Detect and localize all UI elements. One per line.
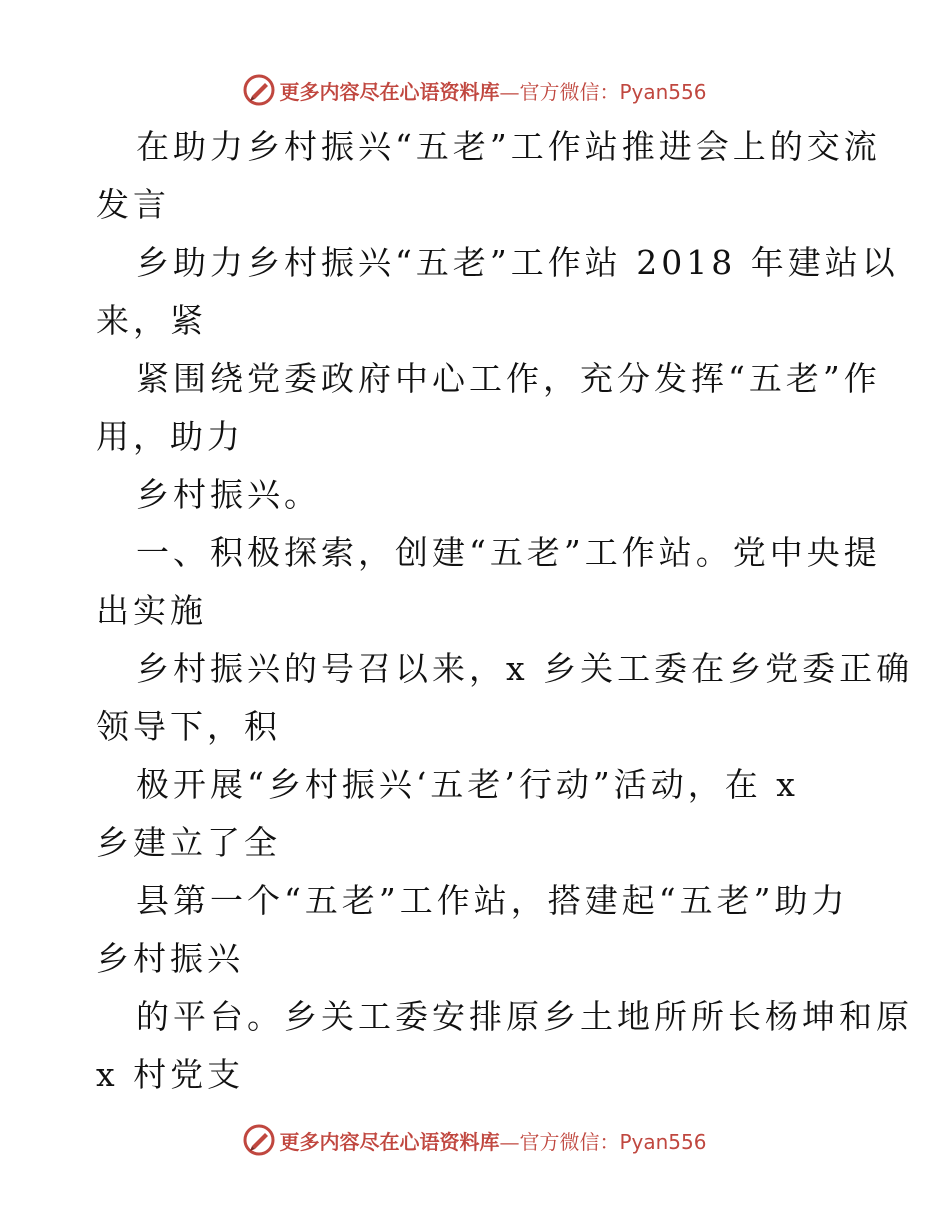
pen-logo-icon — [243, 74, 275, 106]
paragraph-line: 乡村振兴。 — [136, 475, 321, 514]
paragraph-line: 县第一个“五老”工作站，搭建起“五老”助力 — [136, 881, 849, 920]
paragraph-line: 用，助力 — [96, 417, 244, 456]
paragraph-line: 领导下，积 — [96, 707, 281, 746]
header-banner — [0, 70, 950, 110]
paragraph-line: x 村党支 — [96, 1055, 245, 1094]
footer-wechat: 官方微信：Pyan556 — [519, 1129, 707, 1154]
paragraph-line: 的平台。乡关工委安排原乡土地所所长杨坤和原 — [136, 997, 913, 1036]
pen-logo-icon — [243, 1124, 275, 1156]
title-line-1: 在助力乡村振兴“五老”工作站推进会上的交流 — [136, 127, 881, 166]
document-body — [96, 118, 914, 1104]
footer-site: 更多内容尽在心语资料库 — [279, 1129, 500, 1154]
paragraph-line: 乡建立了全 — [96, 823, 281, 862]
paragraph-line: 出实施 — [96, 591, 207, 630]
title-line-2: 发言 — [96, 185, 170, 224]
footer-separator: — — [499, 1129, 520, 1154]
paragraph-line: 一、积极探索，创建“五老”工作站。党中央提 — [136, 533, 881, 572]
paragraph-line: 紧围绕党委政府中心工作，充分发挥“五老”作 — [136, 359, 881, 398]
header-wechat: 官方微信：Pyan556 — [519, 79, 707, 104]
paragraph-line: 乡村振兴的号召以来，x 乡关工委在乡党委正确 — [136, 649, 914, 688]
paragraph-line: 乡助力乡村振兴“五老”工作站 2018 年建站以 — [136, 243, 899, 282]
footer-banner — [0, 1120, 950, 1160]
paragraph-line: 极开展“乡村振兴‘五老’行动”活动，在 x — [136, 765, 799, 804]
header-text — [279, 76, 706, 105]
paragraph-line: 来，紧 — [96, 301, 207, 340]
paragraph-line: 乡村振兴 — [96, 939, 244, 978]
footer-text — [279, 1126, 706, 1155]
header-separator: — — [499, 79, 520, 104]
header-site: 更多内容尽在心语资料库 — [279, 79, 500, 104]
